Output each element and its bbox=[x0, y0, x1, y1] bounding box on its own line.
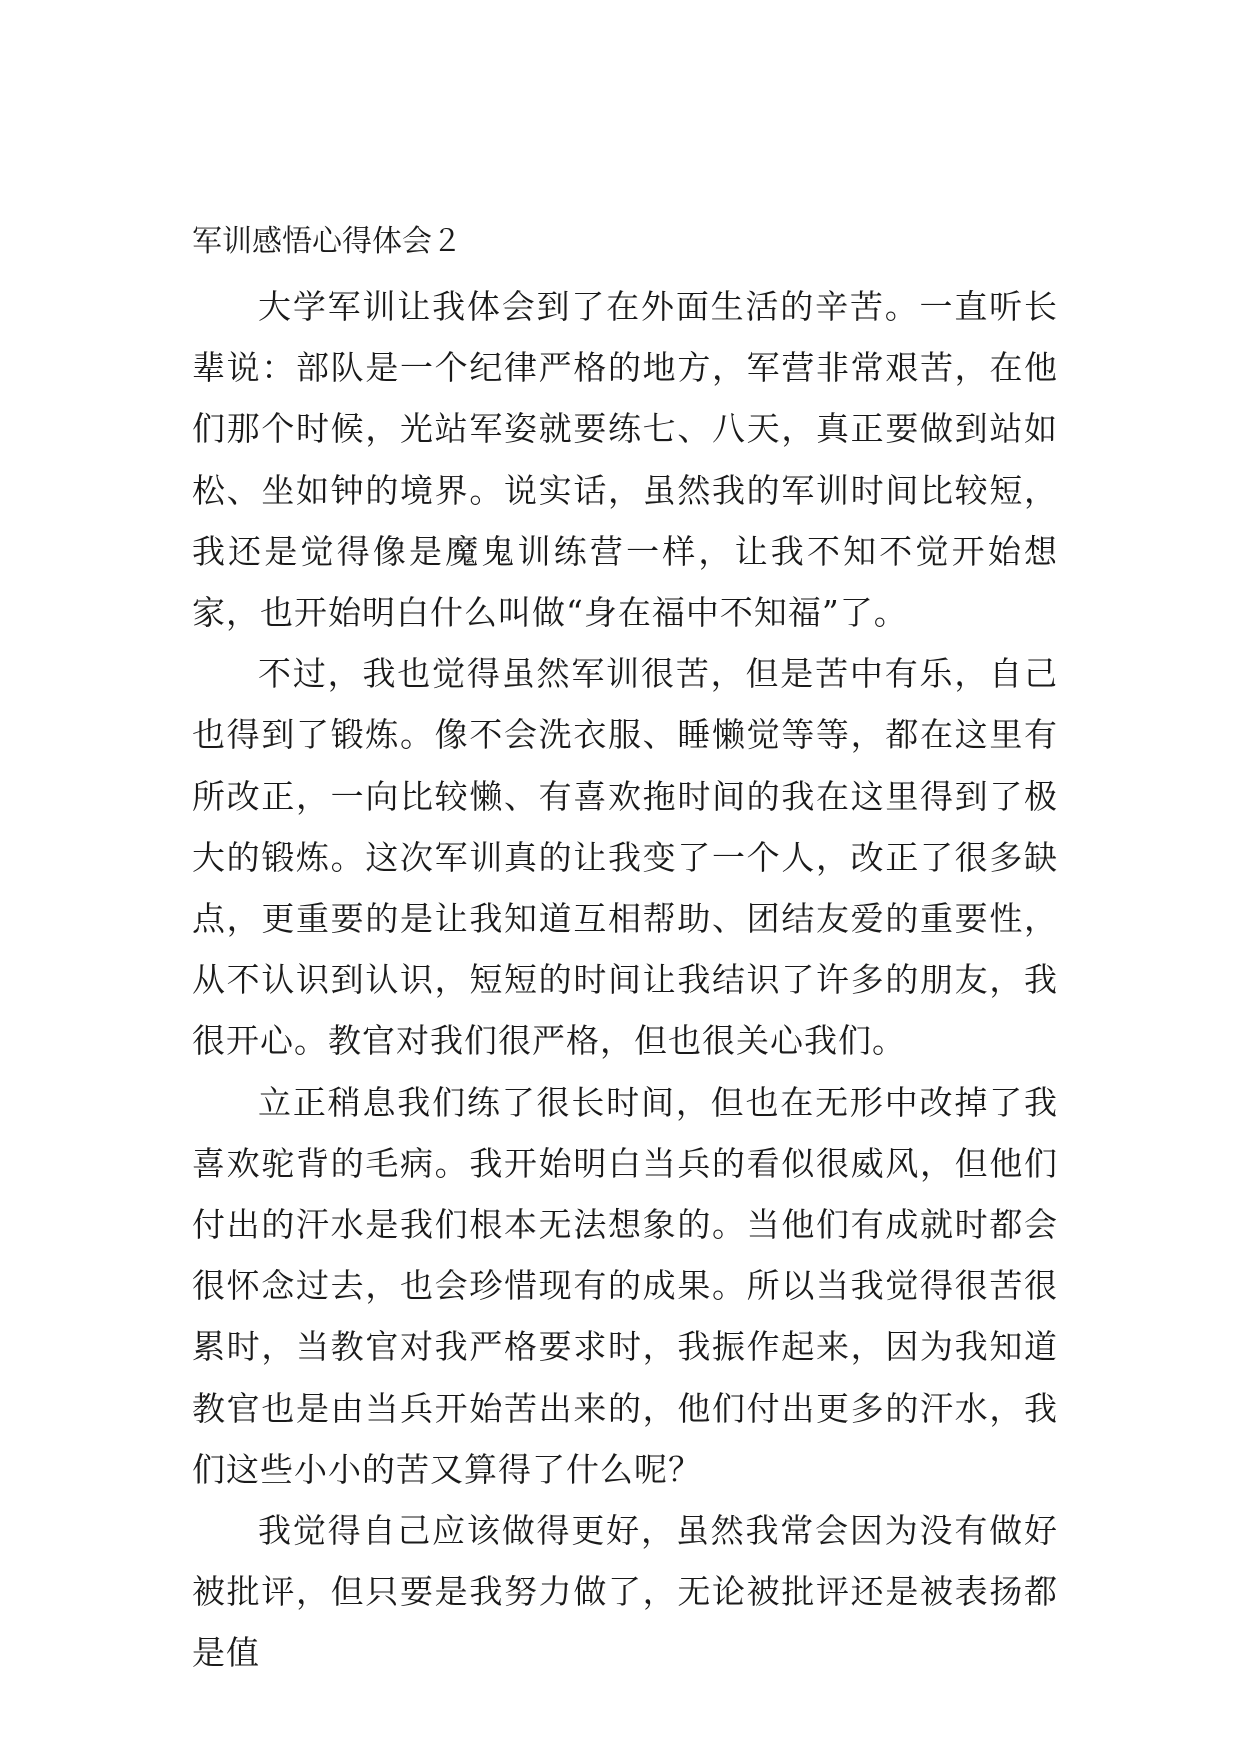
paragraph-4: 我觉得自己应该做得更好，虽然我常会因为没有做好被批评，但只要是我努力做了，无论被批评还是被表扬都是值 bbox=[192, 1511, 1058, 1673]
document-title: 军训感悟心得体会２ bbox=[192, 224, 462, 259]
document-body bbox=[192, 222, 1058, 1684]
paragraph-3: 立正稍息我们练了很长时间，但也在无形中改掉了我喜欢驼背的毛病。我开始明白当兵的看似很威风，但他们付出的汗水是我们根本无法想象的。当他们有成就时都会很怀念过去，也会珍惜现有的成果。所以当我觉得很苦很累时，当教官对我严格要求时，我振作起来，因为我知道教官也是由当兵开始苦出来的，他们付出更多的汗水，我们这些小小的苦又算得了什么呢？ bbox=[192, 1082, 1058, 1489]
paragraph-2: 不过，我也觉得虽然军训很苦，但是苦中有乐，自己也得到了锻炼。像不会洗衣服、睡懒觉等等，都在这里有所改正，一向比较懒、有喜欢拖时间的我在这里得到了极大的锻炼。这次军训真的让我变了一个人，改正了很多缺点，更重要的是让我知道互相帮助、团结友爱的重要性，从不认识到认识，短短的时间让我结识了许多的朋友，我很开心。教官对我们很严格，但也很关心我们。 bbox=[192, 654, 1058, 1061]
paragraph-1: 大学军训让我体会到了在外面生活的辛苦。一直听长辈说：部队是一个纪律严格的地方，军营非常艰苦，在他们那个时候，光站军姿就要练七、八天，真正要做到站如松、坐如钟的境界。说实话，虽然我的军训时间比较短，我还是觉得像是魔鬼训练营一样，让我不知不觉开始想家，也开始明白什么叫做“身在福中不知福”了。 bbox=[192, 287, 1058, 633]
